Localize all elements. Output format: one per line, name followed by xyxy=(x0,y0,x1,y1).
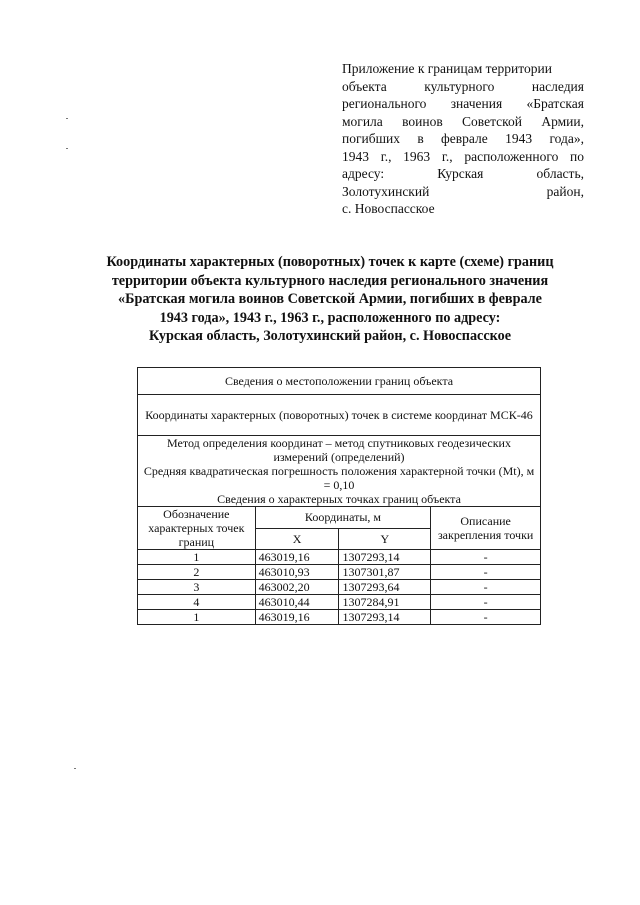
appendix-line: погибших в феврале 1943 года», xyxy=(342,131,584,146)
appendix-line: Приложение к границам территории xyxy=(342,61,552,76)
appendix-line: 1943 г., 1963 г., расположенного по xyxy=(342,148,584,164)
accuracy-text: Средняя квадратическая погрешность положения характерной точки (Mt), м = 0,10 xyxy=(143,464,535,492)
y-value: 1307293,64 xyxy=(339,580,431,595)
fixing-description: - xyxy=(431,595,541,610)
header-y: Y xyxy=(339,528,431,550)
fixing-description: - xyxy=(431,610,541,625)
fixing-description: - xyxy=(431,565,541,580)
appendix-line: могила воинов Советской Армии, xyxy=(342,113,584,129)
point-number: 1 xyxy=(138,610,256,625)
table-row xyxy=(138,565,541,580)
heading-line: 1943 года», 1943 г., 1963 г., расположенного по адресу: xyxy=(159,309,501,326)
x-value: 463010,93 xyxy=(255,565,339,580)
method-text: Метод определения координат – метод спутниковых геодезических измерений (определений) xyxy=(167,436,511,464)
fixing-description: - xyxy=(431,550,541,565)
appendix-note xyxy=(342,60,584,218)
heading-line: Курская область, Золотухинский район, с. Новоспасское xyxy=(148,328,512,344)
fixing-description: - xyxy=(431,580,541,595)
table-row xyxy=(138,550,541,565)
heading-line: Координаты характерных (поворотных) точек к карте (схеме) границ xyxy=(106,254,554,270)
point-number: 3 xyxy=(138,580,256,595)
y-value: 1307293,14 xyxy=(339,550,431,565)
points-title: Сведения о характерных точках границ объекта xyxy=(217,492,461,506)
document-heading xyxy=(70,253,590,346)
appendix-line: с. Новоспасское xyxy=(342,201,435,216)
table-title: Сведения о местоположении границ объекта xyxy=(138,368,541,395)
scan-artifact xyxy=(66,148,68,149)
x-value: 463019,16 xyxy=(255,610,339,625)
method-cell xyxy=(138,436,541,507)
point-number: 4 xyxy=(138,595,256,610)
appendix-line: объекта культурного наследия xyxy=(342,78,584,94)
point-number: 2 xyxy=(138,565,256,580)
header-coordinates: Координаты, м xyxy=(255,507,431,529)
header-description: Описание закрепления точки xyxy=(431,507,541,550)
point-number: 1 xyxy=(138,550,256,565)
table-row xyxy=(138,610,541,625)
x-value: 463019,16 xyxy=(255,550,339,565)
y-value: 1307293,14 xyxy=(339,610,431,625)
appendix-line: Золотухинский район, xyxy=(342,183,584,199)
appendix-line: адресу: Курская область, xyxy=(342,166,584,181)
scan-artifact xyxy=(66,118,68,119)
scan-artifact xyxy=(74,768,76,769)
table-row xyxy=(138,595,541,610)
header-designation: Обозначение характерных точек границ xyxy=(138,507,256,550)
heading-line: «Братская могила воинов Советской Армии, погибших в феврале xyxy=(118,291,542,307)
heading-line: территории объекта культурного наследия регионального значения xyxy=(111,272,549,289)
coordinate-system-cell: Координаты характерных (поворотных) точек в системе координат МСК-46 xyxy=(138,395,541,436)
table-row xyxy=(138,580,541,595)
y-value: 1307284,91 xyxy=(339,595,431,610)
coordinates-table xyxy=(137,367,541,625)
x-value: 463010,44 xyxy=(255,595,339,610)
y-value: 1307301,87 xyxy=(339,565,431,580)
header-x: X xyxy=(255,528,339,550)
appendix-line: регионального значения «Братская xyxy=(342,96,584,111)
x-value: 463002,20 xyxy=(255,580,339,595)
